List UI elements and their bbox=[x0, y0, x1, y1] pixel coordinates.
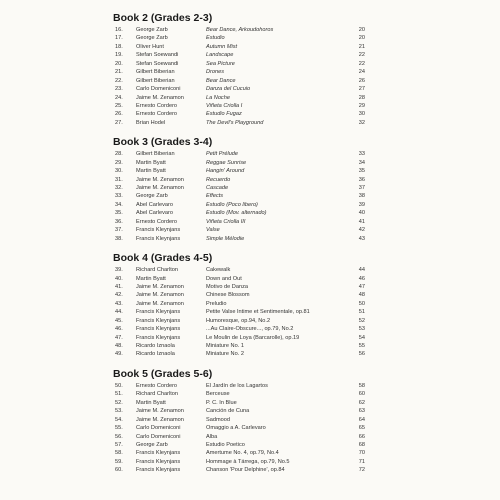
entry-title: Reggae Sunrise bbox=[206, 159, 247, 166]
entry-title: Berceuse bbox=[206, 391, 230, 398]
entry-composer: Francis Kleynjans bbox=[136, 467, 181, 474]
entry-page-number: 46 bbox=[358, 275, 365, 282]
list-item bbox=[113, 68, 365, 76]
list-item bbox=[113, 102, 365, 110]
list-item bbox=[113, 291, 365, 299]
entry-number: 44. bbox=[115, 309, 123, 316]
list-item bbox=[113, 176, 365, 184]
entry-title: Bear Dance, Arkoudohoros bbox=[206, 27, 274, 33]
entry-page-number: 40 bbox=[358, 210, 365, 217]
entry-composer: Francis Kleynjans bbox=[136, 450, 181, 457]
entry-composer: Jaime M. Zenamon bbox=[136, 185, 184, 191]
entry-page-number: 32 bbox=[358, 119, 365, 126]
entry-number: 37. bbox=[115, 227, 123, 234]
book-section bbox=[113, 368, 365, 475]
entry-title: Preludio bbox=[206, 300, 227, 307]
entry-title: Simple Mélodie bbox=[206, 235, 245, 242]
entry-number: 42. bbox=[115, 292, 123, 299]
entry-page-number: 33 bbox=[358, 151, 365, 158]
entry-title: Miniature No. 2 bbox=[206, 351, 244, 358]
entry-composer: Jaime M. Zenamon bbox=[136, 283, 184, 290]
entry-composer: Jaime M. Zenamon bbox=[136, 408, 184, 415]
entry-page-number: 66 bbox=[358, 433, 365, 440]
entry-number: 57. bbox=[115, 441, 123, 448]
entry-number: 31. bbox=[115, 176, 123, 183]
entry-number: 51. bbox=[115, 391, 123, 398]
entry-composer: Stefan Soewandi bbox=[136, 52, 179, 59]
entry-list bbox=[113, 150, 365, 243]
entry-number: 28. bbox=[115, 151, 123, 158]
entry-title: Estudio bbox=[206, 35, 225, 42]
list-item bbox=[113, 399, 365, 407]
entry-number: 55. bbox=[115, 425, 123, 432]
entry-number: 52. bbox=[115, 399, 123, 406]
entry-number: 29. bbox=[115, 159, 123, 166]
entry-number: 58. bbox=[115, 450, 123, 457]
entry-list bbox=[113, 266, 365, 359]
entry-number: 39. bbox=[115, 267, 123, 274]
entry-number: 17. bbox=[115, 35, 123, 42]
entry-page-number: 54 bbox=[358, 334, 365, 341]
entry-page-number: 51 bbox=[358, 309, 365, 316]
book-heading: Book 2 (Grades 2-3) bbox=[113, 12, 213, 24]
contents-page bbox=[113, 12, 365, 484]
entry-composer: Gilbert Biberian bbox=[136, 69, 175, 76]
book-section bbox=[113, 252, 365, 359]
list-item bbox=[113, 283, 365, 291]
entry-page-number: 63 bbox=[358, 408, 365, 415]
entry-page-number: 34 bbox=[358, 159, 365, 166]
entry-title: Motivo de Danza bbox=[206, 283, 248, 290]
book-heading: Book 5 (Grades 5-6) bbox=[113, 367, 213, 380]
entry-composer: Jaime M. Zenamon bbox=[136, 292, 184, 299]
entry-title: Amertume No. 4, op.79, No.4 bbox=[206, 450, 279, 457]
entry-page-number: 60 bbox=[358, 391, 365, 398]
entry-composer: Martin Byatt bbox=[136, 275, 166, 282]
entry-number: 41. bbox=[115, 283, 123, 290]
entry-number: 48. bbox=[115, 343, 123, 349]
entry-title: Estudio (Poco libero) bbox=[206, 201, 258, 208]
entry-page-number: 70 bbox=[358, 450, 365, 457]
entry-number: 26. bbox=[115, 111, 123, 118]
entry-composer: Gilbert Biberian bbox=[136, 151, 175, 158]
entry-page-number: 55 bbox=[358, 343, 365, 349]
list-item bbox=[113, 407, 365, 415]
list-item bbox=[113, 390, 365, 398]
entry-composer: Ricardo Iznaola bbox=[136, 343, 175, 349]
entry-list bbox=[113, 382, 365, 475]
entry-title: Petit Prélude bbox=[206, 151, 239, 158]
entry-title: Effects bbox=[206, 193, 224, 200]
entry-title: Estudio (Mov. alternado) bbox=[206, 210, 267, 217]
list-item bbox=[113, 449, 365, 457]
entry-composer: Jaime M. Zenamon bbox=[136, 300, 184, 307]
entry-page-number: 52 bbox=[358, 317, 365, 324]
entry-page-number: 29 bbox=[358, 102, 365, 109]
entry-number: 30. bbox=[115, 168, 123, 175]
entry-title: Chinese Blossom bbox=[206, 292, 250, 299]
entry-page-number: 47 bbox=[358, 283, 365, 290]
entry-page-number: 22 bbox=[358, 60, 365, 67]
list-item bbox=[113, 235, 365, 243]
entry-composer: Carlo Domeniconi bbox=[136, 433, 181, 440]
entry-page-number: 20 bbox=[358, 35, 365, 42]
entry-composer: Ernesto Cordero bbox=[136, 218, 178, 225]
entry-number: 32. bbox=[115, 185, 123, 191]
list-item bbox=[113, 308, 365, 316]
entry-number: 49. bbox=[115, 351, 123, 358]
entry-page-number: 72 bbox=[358, 467, 365, 474]
entry-composer: Ernesto Cordero bbox=[136, 102, 178, 109]
entry-number: 59. bbox=[115, 458, 123, 465]
entry-title: Viñeta Criolla III bbox=[206, 218, 246, 225]
entry-title: The Devil's Playground bbox=[206, 119, 264, 126]
entry-number: 34. bbox=[115, 201, 123, 208]
entry-composer: Abel Carlevaro bbox=[136, 201, 173, 208]
entry-composer: Richard Charlton bbox=[136, 391, 178, 398]
list-item bbox=[113, 184, 365, 192]
list-item bbox=[113, 226, 365, 234]
list-item bbox=[113, 334, 365, 342]
entry-composer: Brian Hodel bbox=[136, 119, 166, 126]
entry-page-number: 39 bbox=[358, 201, 365, 208]
list-item bbox=[113, 51, 365, 59]
list-item bbox=[113, 342, 365, 350]
entry-title: Estudio Fugaz bbox=[206, 111, 242, 118]
entry-composer: Francis Kleynjans bbox=[136, 317, 181, 324]
entry-number: 45. bbox=[115, 317, 123, 324]
list-item bbox=[113, 209, 365, 217]
entry-composer: Ernesto Cordero bbox=[136, 111, 178, 118]
entry-page-number: 28 bbox=[358, 94, 365, 101]
entry-page-number: 62 bbox=[358, 399, 365, 406]
entry-page-number: 44 bbox=[358, 267, 365, 274]
entry-number: 19. bbox=[115, 52, 123, 59]
entry-page-number: 56 bbox=[358, 351, 365, 358]
entry-page-number: 43 bbox=[358, 235, 365, 242]
entry-title: Omaggio a A. Carlevaro bbox=[206, 425, 266, 432]
entry-title: Estudio Poetico bbox=[206, 441, 245, 448]
book-section bbox=[113, 136, 365, 243]
entry-composer: Carlo Domeniconi bbox=[136, 425, 181, 432]
entry-composer: Martin Byatt bbox=[136, 399, 166, 406]
entry-title: Cakewalk bbox=[206, 267, 231, 274]
list-item bbox=[113, 458, 365, 466]
entry-number: 60. bbox=[115, 467, 123, 474]
entry-page-number: 35 bbox=[358, 168, 365, 175]
entry-title: Le Moulin de Loya (Barcarolle), op.19 bbox=[206, 334, 300, 341]
entry-title: Down and Out bbox=[206, 275, 242, 282]
entry-page-number: 26 bbox=[358, 77, 365, 84]
list-item bbox=[113, 350, 365, 358]
entry-title: La Noche bbox=[206, 94, 230, 101]
entry-composer: George Zarb bbox=[136, 35, 168, 42]
entry-number: 36. bbox=[115, 218, 123, 225]
list-item bbox=[113, 466, 365, 474]
entry-page-number: 58 bbox=[358, 382, 365, 389]
list-item bbox=[113, 43, 365, 51]
entry-page-number: 68 bbox=[358, 441, 365, 448]
list-item bbox=[113, 85, 365, 93]
entry-page-number: 36 bbox=[358, 176, 365, 183]
entry-list bbox=[113, 26, 365, 127]
entry-composer: Francis Kleynjans bbox=[136, 309, 181, 316]
list-item bbox=[113, 167, 365, 175]
entry-number: 18. bbox=[115, 43, 123, 50]
entry-composer: Stefan Soewandi bbox=[136, 60, 179, 67]
entry-page-number: 37 bbox=[358, 185, 365, 191]
book-section bbox=[113, 12, 365, 127]
list-item bbox=[113, 433, 365, 441]
entry-title: Danza del Cucuio bbox=[206, 86, 251, 93]
entry-page-number: 53 bbox=[358, 326, 365, 333]
list-item bbox=[113, 441, 365, 449]
entry-number: 35. bbox=[115, 210, 123, 217]
entry-title: Sadmood bbox=[206, 416, 230, 423]
entry-page-number: 42 bbox=[358, 227, 365, 234]
entry-page-number: 71 bbox=[358, 458, 365, 465]
list-item bbox=[113, 201, 365, 209]
entry-title: Bear Dance bbox=[206, 77, 236, 84]
entry-number: 21. bbox=[115, 69, 123, 76]
entry-composer: Abel Carlevaro bbox=[136, 210, 173, 217]
entry-composer: Richard Charlton bbox=[136, 267, 178, 274]
entry-title: Humoresque, op.94, No.2 bbox=[206, 317, 271, 324]
entry-title: El Jardín de los Lagartos bbox=[206, 382, 268, 389]
entry-number: 53. bbox=[115, 408, 123, 415]
list-item bbox=[113, 275, 365, 283]
entry-composer: Francis Kleynjans bbox=[136, 235, 181, 242]
entry-composer: Martin Byatt bbox=[136, 168, 166, 175]
list-item bbox=[113, 26, 365, 34]
entry-title: ...Au Claire-Obscure..., op.79, No.2 bbox=[206, 326, 294, 333]
entry-composer: Francis Kleynjans bbox=[136, 458, 181, 465]
entry-composer: Carlo Domeniconi bbox=[136, 86, 181, 93]
entry-page-number: 48 bbox=[358, 292, 365, 299]
entry-number: 33. bbox=[115, 193, 123, 200]
entry-title: Alba bbox=[206, 433, 218, 440]
list-item bbox=[113, 110, 365, 118]
entry-number: 38. bbox=[115, 235, 123, 242]
list-item bbox=[113, 300, 365, 308]
entry-title: Recuerdo bbox=[206, 176, 231, 183]
entry-title: P. C. In Blue bbox=[206, 399, 237, 406]
entry-page-number: 50 bbox=[358, 300, 365, 307]
entry-title: Autumn Mist bbox=[206, 43, 238, 50]
entry-number: 54. bbox=[115, 416, 123, 423]
entry-number: 25. bbox=[115, 102, 123, 109]
book-heading: Book 4 (Grades 4-5) bbox=[113, 252, 213, 265]
entry-page-number: 20 bbox=[358, 27, 365, 33]
entry-composer: Ricardo Iznaola bbox=[136, 351, 175, 358]
list-item bbox=[113, 159, 365, 167]
entry-composer: Jaime M. Zenamon bbox=[136, 416, 184, 423]
entry-title: Hommage à Tárrega, op.79, No.5 bbox=[206, 458, 290, 465]
entry-composer: George Zarb bbox=[136, 441, 168, 448]
entry-page-number: 65 bbox=[358, 425, 365, 432]
list-item bbox=[113, 192, 365, 200]
entry-title: Petite Valse Intime et Sentimentale, op.81 bbox=[206, 309, 310, 316]
list-item bbox=[113, 416, 365, 424]
entry-title: Landscape bbox=[206, 52, 234, 59]
entry-composer: Martin Byatt bbox=[136, 159, 166, 166]
entry-number: 46. bbox=[115, 326, 123, 333]
list-item bbox=[113, 34, 365, 42]
entry-number: 22. bbox=[115, 77, 123, 84]
entry-number: 43. bbox=[115, 300, 123, 307]
list-item bbox=[113, 317, 365, 325]
entry-composer: Francis Kleynjans bbox=[136, 326, 181, 333]
entry-composer: George Zarb bbox=[136, 193, 168, 200]
entry-page-number: 27 bbox=[358, 86, 365, 93]
entry-composer: Ernesto Cordero bbox=[136, 382, 178, 389]
list-item bbox=[113, 119, 365, 127]
entry-page-number: 24 bbox=[358, 69, 365, 76]
list-item bbox=[113, 94, 365, 102]
entry-title: Chanson 'Pour Delphine', op.84 bbox=[206, 467, 285, 474]
list-item bbox=[113, 266, 365, 274]
entry-number: 23. bbox=[115, 86, 123, 93]
entry-number: 16. bbox=[115, 27, 123, 33]
entry-page-number: 41 bbox=[358, 218, 365, 225]
entry-title: Drones bbox=[206, 69, 225, 76]
entry-composer: Jaime M. Zenamon bbox=[136, 94, 184, 101]
entry-number: 50. bbox=[115, 382, 123, 389]
entry-page-number: 38 bbox=[358, 193, 365, 200]
entry-composer: Jaime M. Zenamon bbox=[136, 176, 184, 183]
entry-number: 56. bbox=[115, 433, 123, 440]
entry-composer: George Zarb bbox=[136, 27, 168, 33]
list-item bbox=[113, 77, 365, 85]
entry-composer: Gilbert Biberian bbox=[136, 77, 175, 84]
entry-page-number: 22 bbox=[358, 52, 365, 59]
list-item bbox=[113, 325, 365, 333]
entry-title: Miniature No. 1 bbox=[206, 343, 244, 349]
list-item bbox=[113, 150, 365, 158]
book-heading: Book 3 (Grades 3-4) bbox=[113, 136, 213, 149]
entry-title: Hangin' Around bbox=[206, 168, 245, 175]
list-item bbox=[113, 382, 365, 390]
entry-page-number: 21 bbox=[358, 43, 365, 50]
entry-title: Cascade bbox=[206, 185, 229, 191]
entry-number: 20. bbox=[115, 60, 123, 67]
entry-composer: Francis Kleynjans bbox=[136, 227, 181, 234]
entry-number: 27. bbox=[115, 119, 123, 126]
list-item bbox=[113, 60, 365, 68]
entry-title: Sea Picture bbox=[206, 60, 235, 67]
entry-page-number: 64 bbox=[358, 416, 365, 423]
list-item bbox=[113, 424, 365, 432]
entry-title: Valse bbox=[206, 227, 220, 234]
entry-number: 40. bbox=[115, 275, 123, 282]
entry-page-number: 30 bbox=[358, 111, 365, 118]
entry-composer: Oliver Hunt bbox=[136, 43, 164, 50]
list-item bbox=[113, 218, 365, 226]
entry-number: 47. bbox=[115, 334, 123, 341]
entry-composer: Francis Kleynjans bbox=[136, 334, 181, 341]
entry-title: Canción de Cuna bbox=[206, 408, 250, 415]
entry-title: Viñeta Criolla I bbox=[206, 102, 243, 109]
entry-number: 24. bbox=[115, 94, 123, 101]
